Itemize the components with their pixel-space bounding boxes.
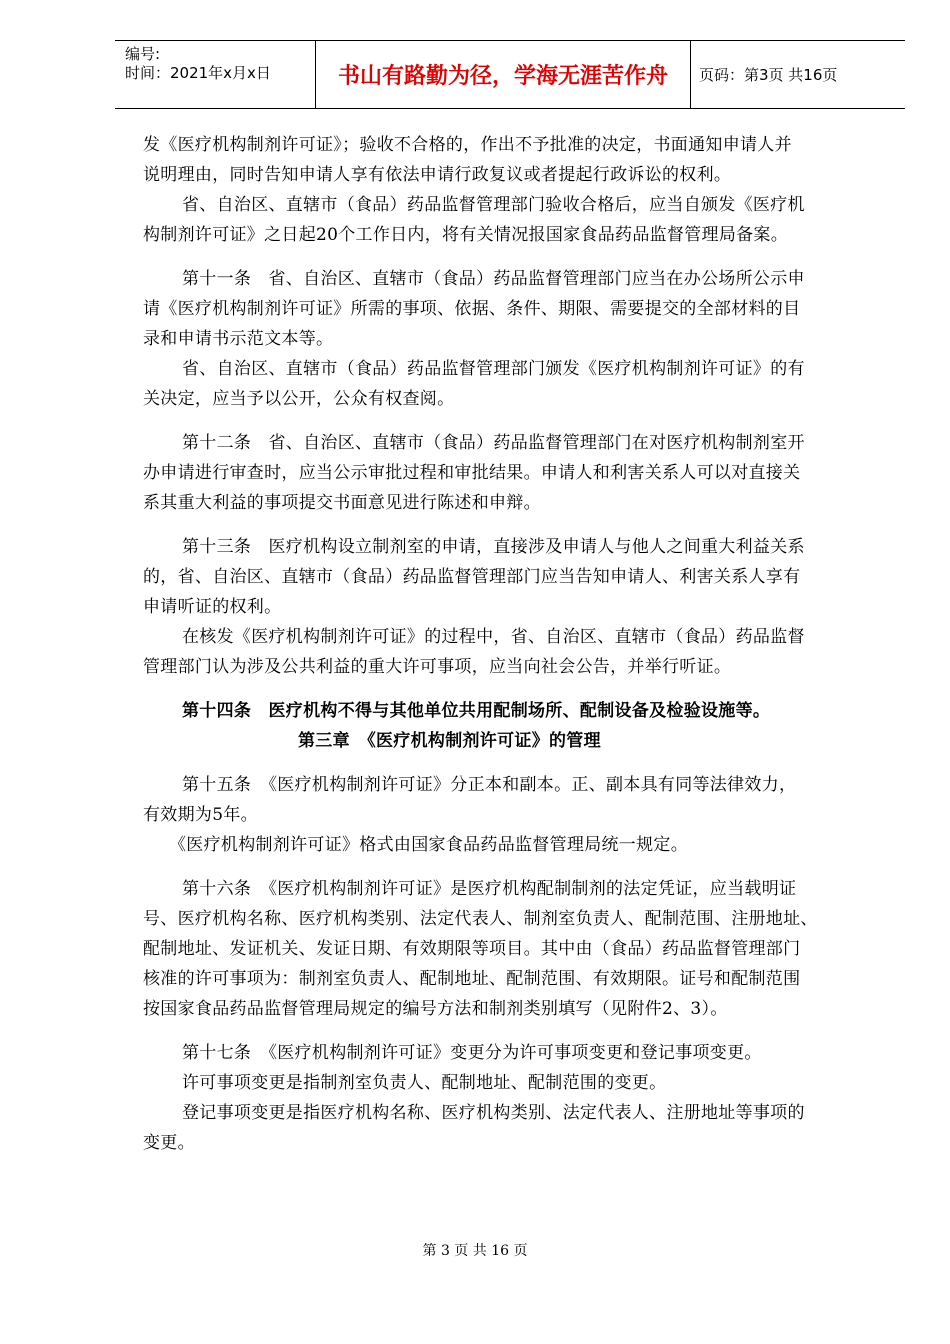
text-line: 录和申请书示范文本等。 xyxy=(143,329,334,349)
document-body xyxy=(143,130,873,1158)
article-17: 第十七条 《医疗机构制剂许可证》变更分为许可事项变更和登记事项变更。 xyxy=(182,1043,762,1063)
text-line: 登记事项变更是指医疗机构名称、医疗机构类别、法定代表人、注册地址等事项的 xyxy=(182,1103,805,1123)
article-13: 第十三条 医疗机构设立制剂室的申请，直接涉及申请人与他人之间重大利益关系 xyxy=(182,537,805,557)
text-line: 按国家食品药品监督管理局规定的编号方法和制剂类别填写（见附件2、3）。 xyxy=(143,999,728,1019)
text-line: 说明理由，同时告知申请人享有依法申请行政复议或者提起行政诉讼的权利。 xyxy=(143,165,732,185)
header-meta xyxy=(115,41,316,108)
page-header xyxy=(115,40,905,109)
article-14: 第十四条 医疗机构不得与其他单位共用配制场所、配制设备及检验设施等。 xyxy=(182,701,771,721)
article-11: 第十一条 省、自治区、直辖市（食品）药品监督管理部门应当在办公场所公示申 xyxy=(182,269,805,289)
text-line: 系其重大利益的事项提交书面意见进行陈述和申辩。 xyxy=(143,493,541,513)
chapter-heading: 第三章 《医疗机构制剂许可证》的管理 xyxy=(298,731,601,751)
text-line: 《医疗机构制剂许可证》格式由国家食品药品监督管理局统一规定。 xyxy=(169,835,688,855)
text-line: 管理部门认为涉及公共利益的重大许可事项，应当向社会公告，并举行听证。 xyxy=(143,657,732,677)
document-time-label: 时间：2021年x月x日 xyxy=(125,64,271,82)
text-line: 配制地址、发证机关、发证日期、有效期限等项目。其中由（食品）药品监督管理部门 xyxy=(143,939,801,959)
text-line: 申请听证的权利。 xyxy=(143,597,282,617)
text-line: 变更。 xyxy=(143,1133,195,1153)
text-line: 号、医疗机构名称、医疗机构类别、法定代表人、制剂室负责人、配制范围、注册地址、 xyxy=(143,909,818,929)
text-line: 有效期为5年。 xyxy=(143,805,258,825)
text-line: 许可事项变更是指制剂室负责人、配制地址、配制范围的变更。 xyxy=(182,1073,667,1093)
text-line: 在核发《医疗机构制剂许可证》的过程中，省、自治区、直辖市（食品）药品监督 xyxy=(182,627,805,647)
document-number-label: 编号: xyxy=(125,45,161,63)
page-footer: 第 3 页 共 16 页 xyxy=(422,1243,528,1259)
article-16: 第十六条 《医疗机构制剂许可证》是医疗机构配制制剂的法定凭证，应当载明证 xyxy=(182,879,797,899)
text-line: 省、自治区、直辖市（食品）药品监督管理部门验收合格后，应当自颁发《医疗机 xyxy=(182,195,805,215)
article-15: 第十五条 《医疗机构制剂许可证》分正本和副本。正、副本具有同等法律效力， xyxy=(182,775,797,795)
text-line: 构制剂许可证》之日起20个工作日内，将有关情况报国家食品药品监督管理局备案。 xyxy=(143,225,789,245)
text-line: 发《医疗机构制剂许可证》；验收不合格的，作出不予批准的决定，书面通知申请人并 xyxy=(143,135,792,155)
header-motto: 书山有路勤为径，学海无涯苦作舟 xyxy=(316,41,691,108)
text-line: 关决定，应当予以公开，公众有权查阅。 xyxy=(143,389,455,409)
article-12: 第十二条 省、自治区、直辖市（食品）药品监督管理部门在对医疗机构制剂室开 xyxy=(182,433,805,453)
text-line: 的，省、自治区、直辖市（食品）药品监督管理部门应当告知申请人、利害关系人享有 xyxy=(143,567,801,587)
text-line: 办申请进行审查时，应当公示审批过程和审批结果。申请人和利害关系人可以对直接关 xyxy=(143,463,801,483)
header-page-label: 页码：第3页 共16页 xyxy=(699,66,838,84)
text-line: 请《医疗机构制剂许可证》所需的事项、依据、条件、期限、需要提交的全部材料的目 xyxy=(143,299,801,319)
text-line: 省、自治区、直辖市（食品）药品监督管理部门颁发《医疗机构制剂许可证》的有 xyxy=(182,359,805,379)
text-line: 核准的许可事项为：制剂室负责人、配制地址、配制范围、有效期限。证号和配制范围 xyxy=(143,969,801,989)
